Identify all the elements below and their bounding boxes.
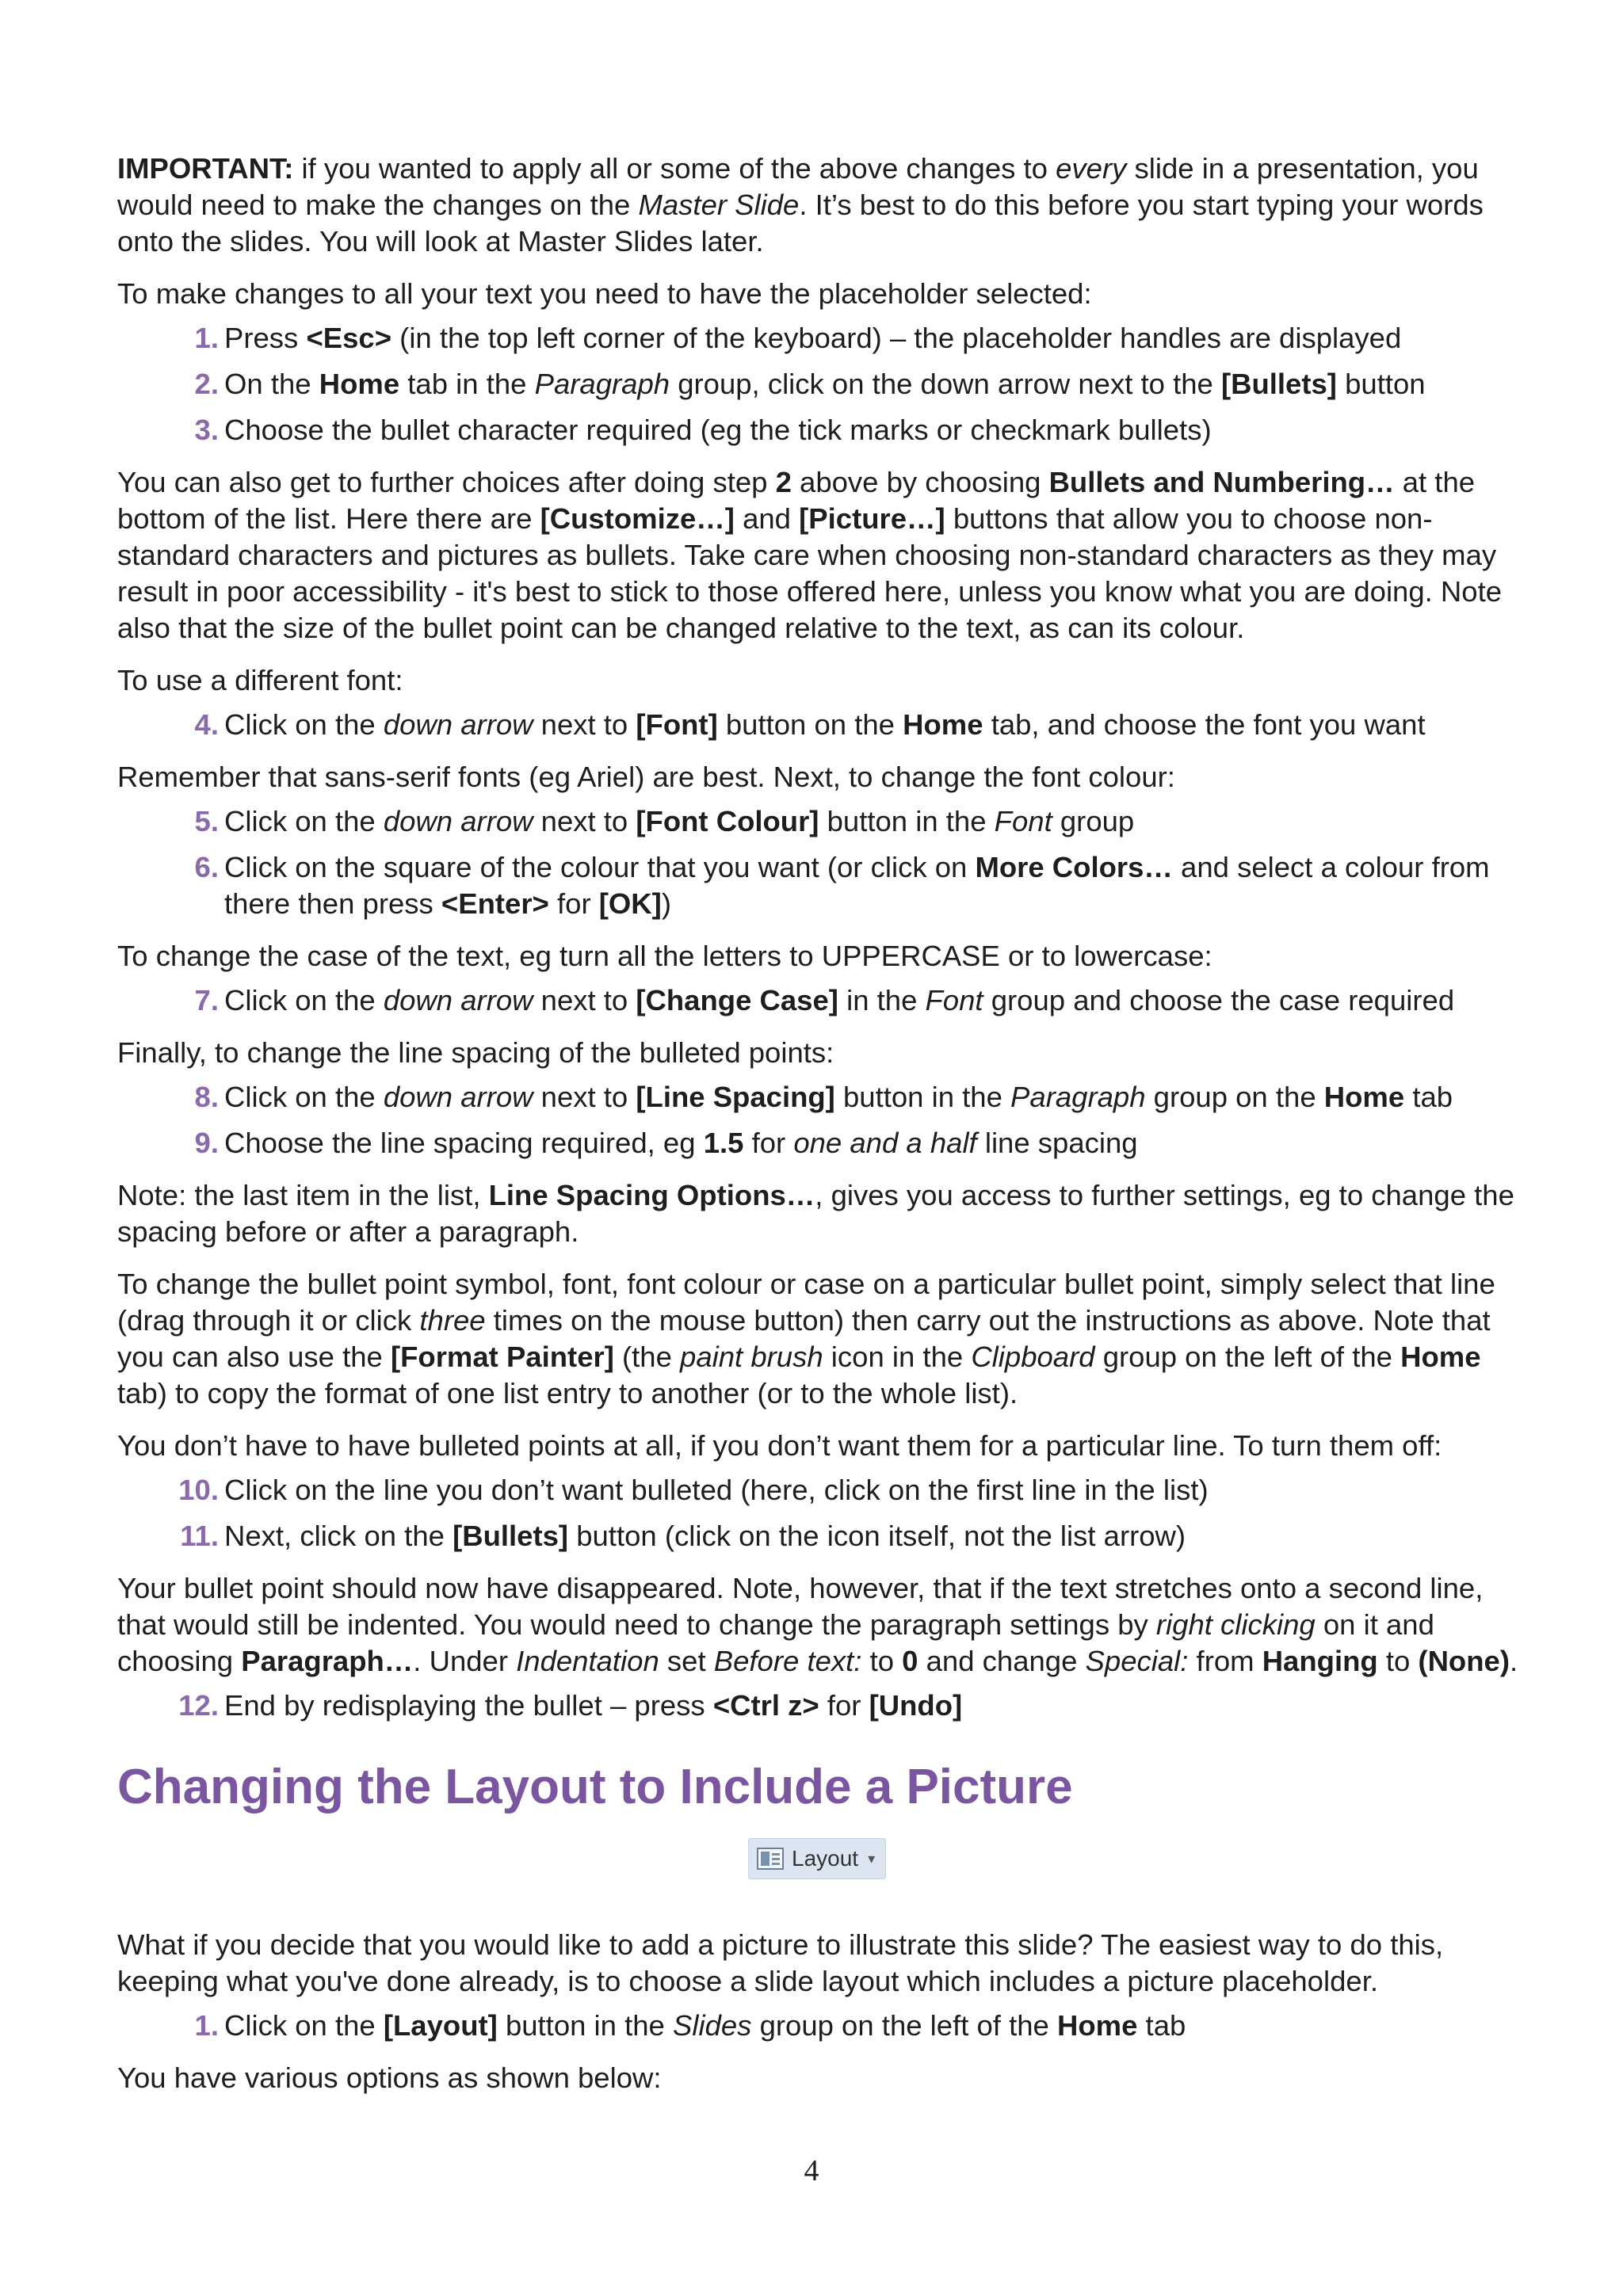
text: . Under bbox=[413, 1645, 517, 1677]
text: group and choose the case required bbox=[983, 984, 1455, 1016]
text: 0 bbox=[902, 1645, 918, 1677]
step-number: 2. bbox=[194, 368, 219, 400]
step-list bbox=[117, 2008, 1528, 2044]
text: [Bullets] bbox=[1220, 368, 1337, 400]
text: tab bbox=[1404, 1081, 1453, 1113]
text: Your bullet point should now have disappeared. Note, however, that if the text stretches onto a second line, that would still be indented. You would need to change the paragraph settings by bbox=[117, 1572, 1484, 1641]
step-item bbox=[117, 412, 1528, 448]
text: Press bbox=[224, 322, 307, 354]
important-label: IMPORTANT: bbox=[117, 152, 294, 185]
text: Click on the line you don’t want bulleted (here, click on the first line in the list) bbox=[224, 1474, 1209, 1506]
paragraph: Remember that sans-serif fonts (eg Ariel) are best. Next, to change the font colour: bbox=[117, 761, 1175, 793]
text: Choose the line spacing required, eg bbox=[224, 1127, 704, 1159]
text: set bbox=[659, 1645, 714, 1677]
text: for bbox=[743, 1127, 794, 1159]
step-number: 5. bbox=[194, 805, 219, 837]
text: next to bbox=[533, 708, 636, 741]
text: Before text: bbox=[713, 1645, 862, 1677]
text: (the bbox=[613, 1341, 681, 1373]
step-item bbox=[117, 1079, 1528, 1116]
step-list bbox=[117, 707, 1528, 743]
text: 1.5 bbox=[703, 1127, 744, 1159]
step-item bbox=[117, 320, 1528, 357]
text: Click on the bbox=[224, 1081, 384, 1113]
text: next to bbox=[533, 1081, 636, 1113]
step-list bbox=[117, 1688, 1528, 1724]
text: [Change Case] bbox=[636, 984, 838, 1016]
text: [Line Spacing] bbox=[636, 1081, 835, 1113]
text: tab, and choose the font you want bbox=[983, 708, 1426, 741]
text: group bbox=[1052, 805, 1135, 837]
step-number: 1. bbox=[194, 2009, 219, 2042]
text: for bbox=[548, 887, 599, 920]
step-item bbox=[117, 707, 1528, 743]
text: ) bbox=[661, 887, 671, 920]
step-item bbox=[117, 366, 1528, 402]
step-item bbox=[117, 1125, 1528, 1161]
text: Home bbox=[903, 708, 983, 741]
text: Click on the bbox=[224, 2009, 384, 2042]
layout-button-label: Layout bbox=[792, 1846, 859, 1871]
text: On the bbox=[224, 368, 319, 400]
paragraph: What if you decide that you would like to add a picture to illustrate this slide? The easiest way to do this, keeping what you've done already, is to choose a slide layout which includes a picture placeholder. bbox=[117, 1928, 1444, 1997]
page-number: 4 bbox=[804, 2154, 819, 2187]
text: and bbox=[734, 502, 800, 535]
text: Line Spacing Options… bbox=[488, 1179, 815, 1211]
paragraph bbox=[117, 1266, 1528, 1412]
text: Home bbox=[319, 368, 400, 400]
text: down arrow bbox=[383, 1081, 533, 1113]
text: right clicking bbox=[1155, 1608, 1316, 1641]
text: line spacing bbox=[976, 1127, 1138, 1159]
text: [Font Colour] bbox=[636, 805, 819, 837]
text: [Format Painter] bbox=[390, 1341, 614, 1373]
paragraph: To change the case of the text, eg turn all the letters to UPPERCASE or to lowercase: bbox=[117, 940, 1212, 972]
text: and select a colour from there then press bbox=[224, 851, 1490, 920]
text: for bbox=[819, 1689, 869, 1722]
paragraph: To use a different font: bbox=[117, 664, 403, 696]
text: [Bullets] bbox=[453, 1520, 569, 1552]
step-number: 6. bbox=[194, 851, 219, 883]
paragraph bbox=[117, 464, 1528, 646]
text: group, click on the down arrow next to the bbox=[670, 368, 1221, 400]
text: [Picture…] bbox=[799, 502, 945, 535]
paragraph bbox=[117, 1177, 1528, 1250]
text: Home bbox=[1400, 1341, 1481, 1373]
paragraph: Finally, to change the line spacing of the bulleted points: bbox=[117, 1036, 834, 1069]
step-list bbox=[117, 1472, 1528, 1554]
step-number: 7. bbox=[194, 984, 219, 1016]
section-heading: Changing the Layout to Include a Picture bbox=[117, 1760, 1073, 1814]
step-number: 12. bbox=[178, 1689, 219, 1722]
step-list bbox=[117, 1079, 1528, 1161]
text: Paragraph bbox=[534, 368, 670, 400]
text: Clipboard bbox=[971, 1341, 1095, 1373]
text: Hanging bbox=[1262, 1645, 1378, 1677]
text: to bbox=[861, 1645, 903, 1677]
step-number: 3. bbox=[194, 414, 219, 446]
step-list bbox=[117, 982, 1528, 1019]
text: <Ctrl z> bbox=[712, 1689, 819, 1722]
layout-icon bbox=[757, 1848, 784, 1870]
text: 2 bbox=[775, 466, 792, 498]
text: and change bbox=[918, 1645, 1086, 1677]
step-item bbox=[117, 982, 1528, 1019]
text: [OK] bbox=[598, 887, 662, 920]
text: . bbox=[1509, 1645, 1518, 1677]
text: Font bbox=[994, 805, 1052, 837]
text: [Customize…] bbox=[540, 502, 735, 535]
paragraph: You have various options as shown below: bbox=[117, 2061, 662, 2094]
text: next to bbox=[533, 984, 636, 1016]
paragraph bbox=[117, 1570, 1528, 1680]
text: Bullets and Numbering… bbox=[1048, 466, 1395, 498]
step-number: 1. bbox=[194, 322, 219, 354]
text: button in the bbox=[497, 2009, 673, 2042]
step-number: 9. bbox=[194, 1127, 219, 1159]
text: Home bbox=[1056, 2009, 1138, 2042]
text: down arrow bbox=[383, 984, 533, 1016]
text: button on the bbox=[717, 708, 903, 741]
text: above by choosing bbox=[791, 466, 1049, 498]
text: Slides bbox=[673, 2009, 752, 2042]
text: Click on the bbox=[224, 708, 384, 741]
text: from bbox=[1188, 1645, 1262, 1677]
step-number: 10. bbox=[178, 1474, 219, 1506]
step-item bbox=[117, 1518, 1528, 1554]
text: Click on the bbox=[224, 805, 384, 837]
text: (in the top left corner of the keyboard) – the placeholder handles are displayed bbox=[391, 322, 1402, 354]
text: Click on the square of the colour that you want (or click on bbox=[224, 851, 976, 883]
step-number: 8. bbox=[194, 1081, 219, 1113]
step-item bbox=[117, 803, 1528, 840]
text: [Undo] bbox=[869, 1689, 963, 1722]
text: one and a half bbox=[793, 1127, 977, 1159]
text: at the bottom of the list. Here there are bbox=[117, 466, 1476, 535]
step-list bbox=[117, 320, 1528, 448]
paragraph: You don’t have to have bulleted points at all, if you don’t want them for a particular line. To turn them off: bbox=[117, 1429, 1442, 1462]
text: down arrow bbox=[383, 708, 533, 741]
text: group on the bbox=[1145, 1081, 1324, 1113]
page-content bbox=[117, 151, 1528, 2112]
text: slide in a presentation, you would need to make the changes on the bbox=[117, 152, 1479, 221]
text: every bbox=[1056, 152, 1127, 185]
step-item bbox=[117, 1472, 1528, 1508]
important-paragraph bbox=[117, 151, 1528, 260]
text: <Esc> bbox=[306, 322, 392, 354]
text: Note: the last item in the list, bbox=[117, 1179, 489, 1211]
text: Paragraph bbox=[1010, 1081, 1146, 1113]
text: Next, click on the bbox=[224, 1520, 453, 1552]
text: times on the mouse button) then carry out the instructions as above. Note that you can also use the bbox=[117, 1304, 1491, 1373]
text: in the bbox=[838, 984, 926, 1016]
text: Click on the bbox=[224, 984, 384, 1016]
text: tab) to copy the format of one list entry to another (or to the whole list). bbox=[117, 1377, 1018, 1409]
step-number: 11. bbox=[180, 1520, 219, 1552]
text: on it and choosing bbox=[117, 1608, 1434, 1677]
text: To change the bullet point symbol, font, font colour or case on a particular bullet point, simply select that line (drag through it or click bbox=[117, 1268, 1495, 1337]
text: down arrow bbox=[383, 805, 533, 837]
text: , gives you access to further settings, eg to change the spacing before or after a paragraph. bbox=[117, 1179, 1514, 1248]
step-item bbox=[117, 2008, 1528, 2044]
chevron-down-icon: ▾ bbox=[868, 1851, 876, 1867]
text: tab bbox=[1137, 2009, 1186, 2042]
text: Master Slide bbox=[638, 189, 800, 221]
text: button bbox=[1336, 368, 1426, 400]
text: icon in the bbox=[823, 1341, 972, 1373]
text: tab in the bbox=[399, 368, 535, 400]
text: Special: bbox=[1085, 1645, 1189, 1677]
text: . It’s best to do this before you start typing your words onto the slides. You will look at Master Slides later. bbox=[117, 189, 1484, 257]
text: three bbox=[419, 1304, 486, 1337]
step-number: 4. bbox=[194, 708, 219, 741]
text: [Font] bbox=[636, 708, 718, 741]
text: Font bbox=[925, 984, 983, 1016]
text: Home bbox=[1323, 1081, 1405, 1113]
text: [Layout] bbox=[383, 2009, 498, 2042]
text: Paragraph… bbox=[241, 1645, 414, 1677]
step-item bbox=[117, 849, 1528, 922]
text: More Colors… bbox=[975, 851, 1173, 883]
text: to bbox=[1377, 1645, 1419, 1677]
step-item bbox=[117, 1688, 1528, 1724]
layout-button[interactable] bbox=[748, 1838, 886, 1879]
text: Indentation bbox=[516, 1645, 659, 1677]
text: group on the left of the bbox=[1094, 1341, 1401, 1373]
text: buttons that allow you to choose non-standard characters and pictures as bullets. Take care when choosing non-standard characters as they may result in poor accessibility - it's best to stick to those offered here, unless you know what you are doing. Note also that the size of the bullet point can be changed relative to the text, as can its colour. bbox=[117, 502, 1503, 644]
layout-button-illustration bbox=[117, 1838, 1528, 1906]
text: next to bbox=[533, 805, 636, 837]
step-list bbox=[117, 803, 1528, 922]
text: button in the bbox=[834, 1081, 1011, 1113]
paragraph: To make changes to all your text you need to have the placeholder selected: bbox=[117, 277, 1092, 310]
text: (None) bbox=[1418, 1645, 1510, 1677]
text: if you wanted to apply all or some of the above changes to bbox=[293, 152, 1056, 185]
text: group on the left of the bbox=[751, 2009, 1057, 2042]
text: button (click on the icon itself, not the list arrow) bbox=[568, 1520, 1186, 1552]
text: Choose the bullet character required (eg the tick marks or checkmark bullets) bbox=[224, 414, 1212, 446]
text: button in the bbox=[819, 805, 995, 837]
text: End by redisplaying the bullet – press bbox=[224, 1689, 713, 1722]
text: <Enter> bbox=[441, 887, 549, 920]
text: paint brush bbox=[680, 1341, 823, 1373]
text: You can also get to further choices after doing step bbox=[117, 466, 776, 498]
